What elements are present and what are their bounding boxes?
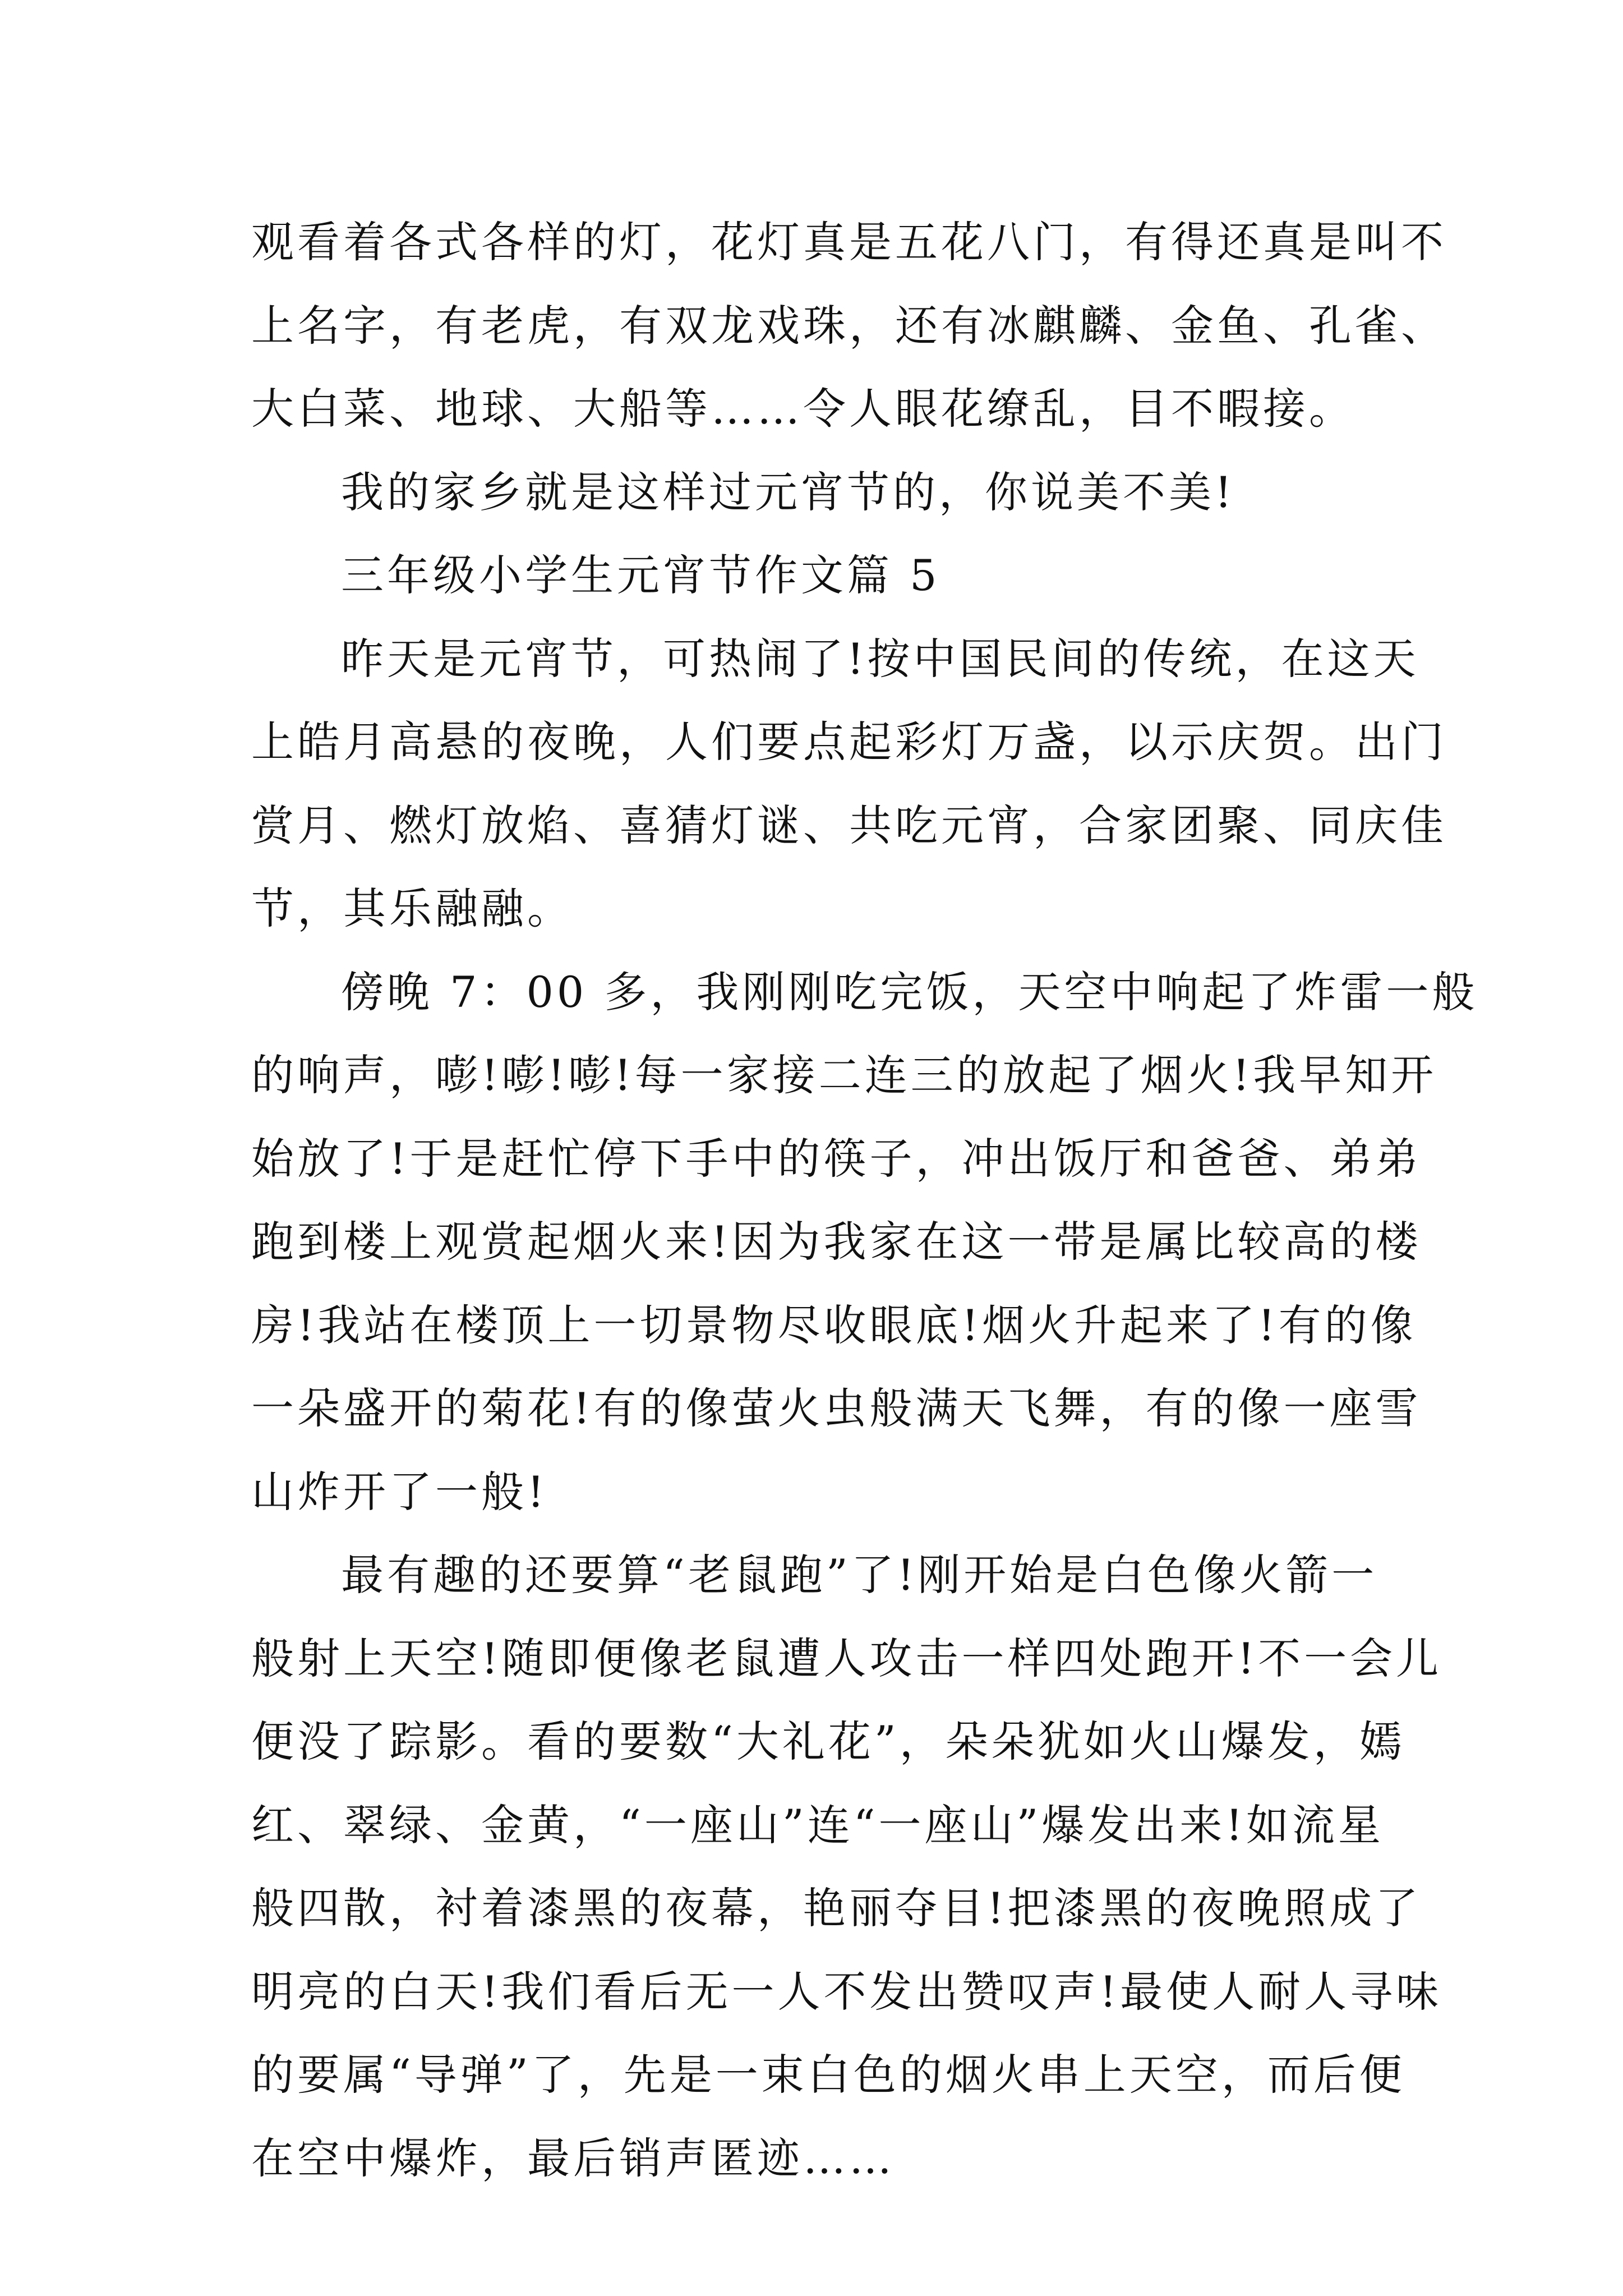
text-line: 我的家乡就是这样过元宵节的，你说美不美! [341, 467, 1235, 517]
text-line: 的要属“导弹”了，先是一束白色的烟火串上天空，而后便 [251, 2050, 1405, 2100]
text-line: 上名字，有老虎，有双龙戏珠，还有冰麒麟、金鱼、孔雀、 [251, 300, 1447, 351]
text-line: 傍晚 7：00 多，我刚刚吃完饭，天空中响起了炸雷一般 [341, 967, 1478, 1017]
text-line: 般四散，衬着漆黑的夜幕，艳丽夺目!把漆黑的夜晚照成了 [251, 1883, 1422, 1933]
text-line: 在空中爆炸，最后销声匿迹…… [251, 2133, 895, 2183]
text-line: 昨天是元宵节，可热闹了!按中国民间的传统，在这天 [341, 633, 1419, 684]
text-line: 红、翠绿、金黄，“一座山”连“一座山”爆发出来!如流星 [251, 1800, 1384, 1850]
text-line: 房!我站在楼顶上一切景物尽收眼底!烟火升起来了!有的像 [251, 1300, 1417, 1350]
text-line: 三年级小学生元宵节作文篇 5 [341, 550, 940, 600]
text-line: 大白菜、地球、大船等……令人眼花缭乱，目不暇接。 [251, 384, 1355, 434]
text-line: 山炸开了一般! [251, 1466, 548, 1517]
text-line: 上皓月高悬的夜晚，人们要点起彩灯万盏，以示庆贺。出门 [251, 717, 1447, 767]
text-line: 明亮的白天!我们看后无一人不发出赞叹声!最使人耐人寻味 [251, 1966, 1442, 2017]
text-line: 赏月、燃灯放焰、喜猜灯谜、共吃元宵，合家团聚、同庆佳 [251, 800, 1447, 850]
text-line: 始放了!于是赶忙停下手中的筷子，冲出饭厅和爸爸、弟弟 [251, 1133, 1422, 1184]
text-line: 般射上天空!随即便像老鼠遭人攻击一样四处跑开!不一会儿 [251, 1633, 1442, 1683]
essay-body [251, 201, 1478, 2200]
text-line: 节，其乐融融。 [251, 884, 573, 933]
text-line: 跑到楼上观赏起烟火来!因为我家在这一带是属比较高的楼 [251, 1217, 1422, 1267]
text-line: 观看着各式各样的灯，花灯真是五花八门，有得还真是叫不 [251, 217, 1447, 267]
text-line: 一朵盛开的菊花!有的像萤火虫般满天飞舞，有的像一座雪 [251, 1383, 1422, 1433]
text-line: 便没了踪影。看的要数“大礼花”，朵朵犹如火山爆发，嫣 [251, 1717, 1405, 1766]
text-line: 最有趣的还要算“老鼠跑”了!刚开始是白色像火箭一 [341, 1550, 1378, 1600]
text-line: 的响声，嘭!嘭!嘭!每一家接二连三的放起了烟火!我早知开 [251, 1050, 1437, 1100]
